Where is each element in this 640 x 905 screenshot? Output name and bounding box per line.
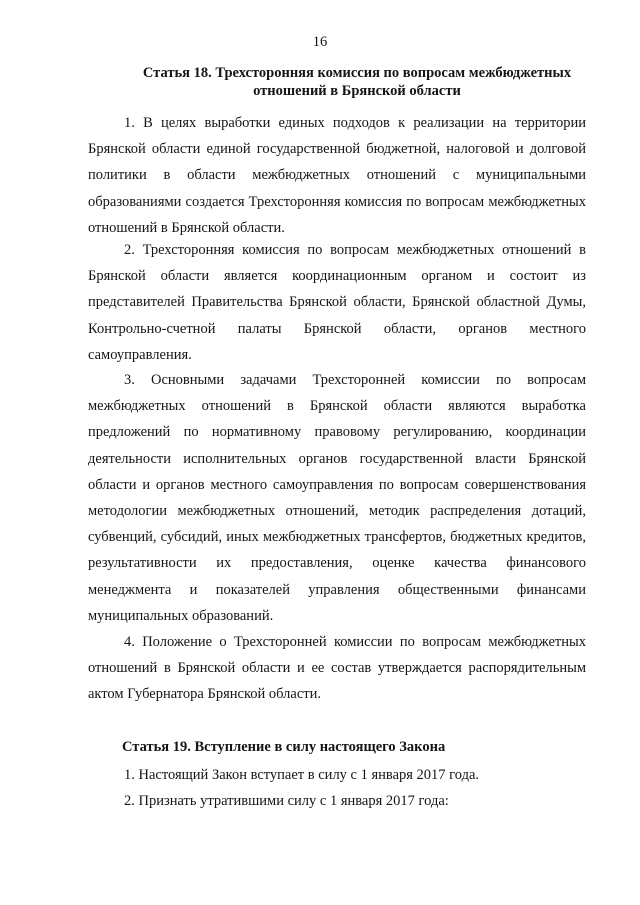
article-18-paragraph-2: 2. Трехсторонняя комиссия по вопросам межбюджетных отношений в Брянской области является координационным органом и состоит из представителей Правительства Брянской области, Брянской областной Думы, Контрольно-счетной палаты Брянской области, органов местного самоуправления. <box>88 242 586 363</box>
article-18-paragraph-1: 1. В целях выработки единых подходов к реализации на территории Брянской области единой государственной бюджетной, налоговой и долговой политики в области межбюджетных отношений с муниципальными образованиями создается Трехсторонняя комиссия по вопросам межбюджетных отношений в Брянской области. <box>88 115 586 236</box>
page-number: 16 <box>312 34 328 50</box>
article-19-heading: Статья 19. Вступление в силу настоящего Закона <box>122 739 446 755</box>
article-18-heading-line-1: Статья 18. Трехсторонняя комиссия по вопросам межбюджетных <box>142 65 572 81</box>
article-19-paragraph-1: 1. Настоящий Закон вступает в силу с 1 января 2017 года. <box>124 767 480 783</box>
article-18-heading-line-2: отношений в Брянской области <box>253 83 461 99</box>
article-18-heading <box>128 64 586 100</box>
article-18-paragraph-3: 3. Основными задачами Трехсторонней комиссии по вопросам межбюджетных отношений в Брянской области являются выработка предложений по нормативному правовому регулированию, координации деятельности исполнительных органов государственной власти Брянской области и органов местного самоуправления по вопросам совершенствования методологии межбюджетных отношений, методик распределения дотаций, субвенций, субсидий, иных межбюджетных трансфертов, бюджетных кредитов, результативности их предоставления, оценке качества финансового менеджмента и показателей управления общественными финансами муниципальных образований. <box>88 372 586 624</box>
article-19-paragraph-2: 2. Признать утратившими силу с 1 января 2017 года: <box>124 793 449 809</box>
article-18-paragraph-4: 4. Положение о Трехсторонней комиссии по вопросам межбюджетных отношений в Брянской области и ее состав утверждается распорядительным актом Губернатора Брянской области. <box>88 634 586 703</box>
